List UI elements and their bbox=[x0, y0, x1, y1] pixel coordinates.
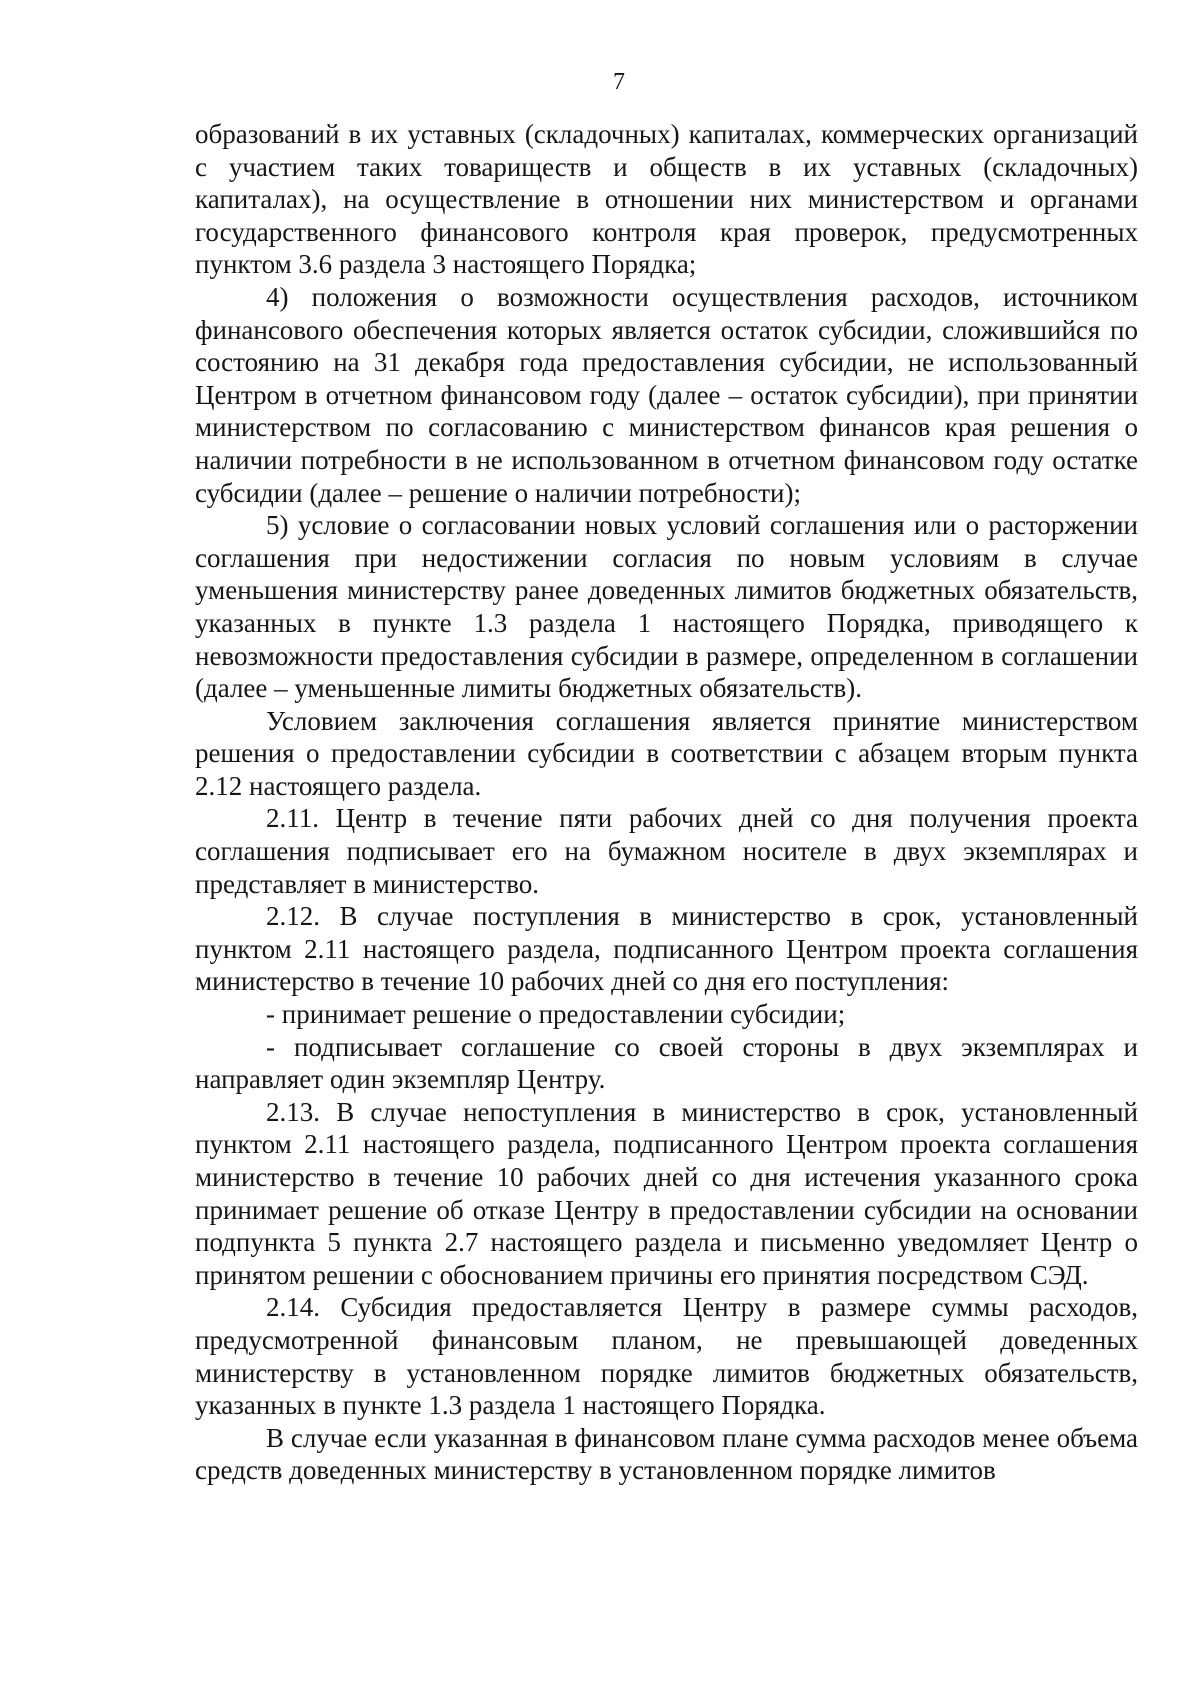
paragraph-2-14: 2.14. Субсидия предоставляется Центру в размере суммы расходов, предусмотренной финансовым планом, не превышающей доведенных министерству в установленном порядке лимитов бюджетных обязательств, указанных в пункте 1.3 раздела 1 настоящего Порядка. bbox=[195, 1292, 1138, 1421]
paragraph-item-4: 4) положения о возможности осуществления расходов, источником финансового обеспечения которых является остаток субсидии, сложившийся по состоянию на 31 декабря года предоставления субсидии, не использованный Центром в отчетном финансовом году (далее – остаток субсидии), при принятии министерством по согласованию с министерством финансов края решения о наличии потребности в не использованном в отчетном финансовом году остатке субсидии (далее – решение о наличии потребности); bbox=[195, 281, 1138, 508]
paragraph-agreement-condition: Условием заключения соглашения является принятие министерством решения о предоставлении субсидии в соответствии с абзацем вторым пункта 2.12 настоящего раздела. bbox=[195, 705, 1138, 801]
paragraph-2-13: 2.13. В случае непоступления в министерство в срок, установленный пунктом 2.11 настоящего раздела, подписанного Центром проекта соглашения министерство в течение 10 рабочих дней со дня истечения указанного срока принимает решение об отказе Центру в предоставлении субсидии на основании подпункта 5 пункта 2.7 настоящего раздела и письменно уведомляет Центр о принятом решении с обоснованием причины его принятия посредством СЭД. bbox=[195, 1096, 1138, 1290]
paragraph-2-12: 2.12. В случае поступления в министерство в срок, установленный пунктом 2.11 настоящего раздела, подписанного Центром проекта соглашения министерство в течение 10 рабочих дней со дня его поступления: bbox=[195, 901, 1138, 997]
document-body bbox=[195, 118, 1138, 1487]
paragraph-2-12-bullet-1: - принимает решение о предоставлении субсидии; bbox=[266, 999, 846, 1030]
paragraph-2-11: 2.11. Центр в течение пяти рабочих дней со дня получения проекта соглашения подписывает его на бумажном носителе в двух экземплярах и представляет в министерство. bbox=[195, 803, 1138, 899]
paragraph-2-14-continuation: В случае если указанная в финансовом плане сумма расходов менее объема средств доведенных министерству в установленном порядке лимитов bbox=[195, 1422, 1138, 1486]
page-number: 7 bbox=[613, 69, 625, 95]
paragraph-continuation: образований в их уставных (складочных) капиталах, коммерческих организаций с участием таких товариществ и обществ в их уставных (складочных) капиталах), на осуществление в отношении них министерством и органами государственного финансового контроля края проверок, предусмотренных пунктом 3.6 раздела 3 настоящего Порядка; bbox=[195, 119, 1138, 280]
paragraph-item-5: 5) условие о согласовании новых условий соглашения или о расторжении соглашения при недостижении согласия по новым условиям в случае уменьшения министерству ранее доведенных лимитов бюджетных обязательств, указанных в пункте 1.3 раздела 1 настоящего Порядка, приводящего к невозможности предоставления субсидии в размере, определенном в соглашении (далее – уменьшенные лимиты бюджетных обязательств). bbox=[195, 510, 1138, 704]
paragraph-2-12-bullet-2: - подписывает соглашение со своей стороны в двух экземплярах и направляет один экземпляр Центру. bbox=[195, 1031, 1138, 1095]
